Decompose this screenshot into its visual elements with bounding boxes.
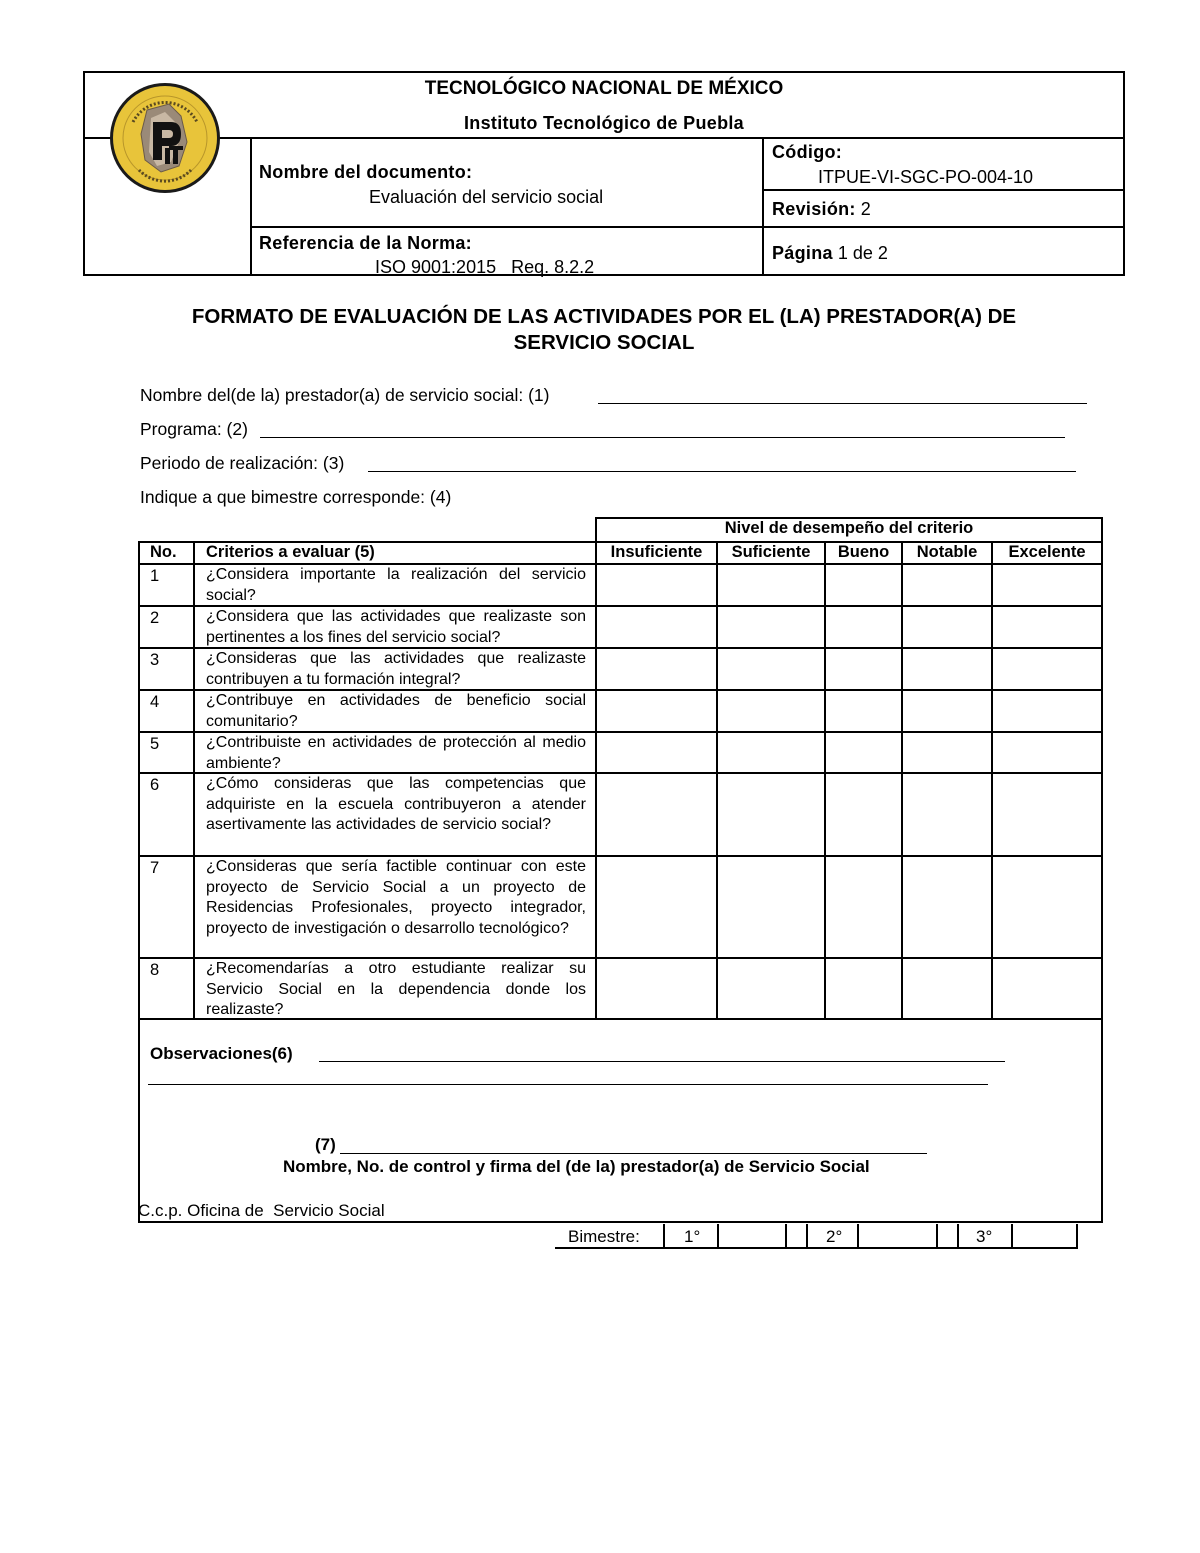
signature-number: (7) <box>315 1135 336 1154</box>
level-insuficiente: Insuficiente <box>610 543 703 561</box>
document-header <box>83 71 1125 276</box>
revision: Revisión: 2 <box>772 199 871 219</box>
row-number: 3 <box>150 651 160 669</box>
provider-name-label: Nombre del(de la) prestador(a) de servicio social: (1) <box>140 385 550 405</box>
signature-line[interactable] <box>340 1153 927 1154</box>
criterion-text: ¿Contribuye en actividades de beneficio social comunitario? <box>206 692 586 730</box>
criterion-text: ¿Considera importante la realización del servicio social? <box>206 566 586 604</box>
doc-name-label: Nombre del documento: <box>259 162 473 182</box>
level-notable: Notable <box>916 543 978 561</box>
form-title-line1: FORMATO DE EVALUACIÓN DE LAS ACTIVIDADES POR EL (LA) PRESTADOR(A) DE <box>191 305 1017 328</box>
criterion-text: ¿Consideras que las actividades que realizaste contribuyen a tu formación integral? <box>206 650 586 688</box>
period-label: Periodo de realización: (3) <box>140 453 345 473</box>
level-bueno: Bueno <box>837 543 890 561</box>
bimestre-label: Bimestre: <box>568 1227 640 1246</box>
code-value: ITPUE-VI-SGC-PO-004-10 <box>818 167 1034 187</box>
signature-caption: Nombre, No. de control y firma del (de la) prestador(a) de Servicio Social <box>283 1157 870 1176</box>
column-no: No. <box>150 543 177 561</box>
norm-value: ISO 9001:2015 Req. 8.2.2 <box>375 257 595 277</box>
criterion-text: ¿Contribuiste en actividades de protección al medio ambiente? <box>206 734 586 772</box>
observations-line-2[interactable] <box>148 1084 988 1085</box>
provider-name-line[interactable] <box>598 403 1087 404</box>
row-number: 4 <box>150 693 160 711</box>
norm-label: Referencia de la Norma: <box>259 233 472 253</box>
criterion-text: ¿Recomendarías a otro estudiante realizar su Servicio Social en la dependencia donde los realizaste? <box>206 960 586 1018</box>
row-number: 1 <box>150 567 160 585</box>
bimestre-1-label: 1° <box>684 1227 701 1246</box>
level-excelente: Excelente <box>1008 543 1086 561</box>
header-title-band <box>85 73 1123 139</box>
bimestre-2-box[interactable] <box>936 1224 938 1248</box>
bimestre-3-box[interactable] <box>1076 1224 1078 1248</box>
program-line[interactable] <box>260 437 1065 438</box>
bimestre-3-label: 3° <box>976 1227 993 1246</box>
observations-label: Observaciones(6) <box>150 1044 293 1063</box>
institute-logo <box>109 82 221 194</box>
code-label: Código: <box>772 142 843 162</box>
row-number: 6 <box>150 776 160 794</box>
program-label: Programa: (2) <box>140 419 248 439</box>
institution-name: TECNOLÓGICO NACIONAL DE MÉXICO <box>424 78 784 99</box>
bimester-question: Indique a que bimestre corresponde: (4) <box>140 487 452 507</box>
bimestre-2-label: 2° <box>826 1227 843 1246</box>
evaluation-table <box>138 517 1103 1223</box>
period-line[interactable] <box>368 471 1076 472</box>
criterion-text: ¿Considera que las actividades que realizaste son pertinentes a los fines del servicio social? <box>206 608 586 646</box>
row-number: 2 <box>150 609 160 627</box>
column-criteria: Criterios a evaluar (5) <box>206 543 375 561</box>
row-number: 7 <box>150 859 160 877</box>
bimestre-1-box[interactable] <box>785 1224 787 1248</box>
page-number: Página 1 de 2 <box>772 243 888 263</box>
campus-name: Instituto Tecnológico de Puebla <box>464 113 744 133</box>
level-suficiente: Suficiente <box>731 543 811 561</box>
ccp-note: C.c.p. Oficina de Servicio Social <box>138 1201 385 1220</box>
row-number: 5 <box>150 735 160 753</box>
criterion-text: ¿Consideras que sería factible continuar con este proyecto de Servicio Social a un proyecto de Residencias Profesionales, proyecto integrador, proyecto de investigación o desarrollo tecnológico? <box>206 858 586 937</box>
observations-line-1[interactable] <box>319 1061 1005 1062</box>
criterion-text: ¿Cómo consideras que las competencias que adquiriste en la escuela contribuyeron a atender asertivamente las actividades de servicio social? <box>206 775 586 833</box>
row-number: 8 <box>150 961 160 979</box>
doc-name-value: Evaluación del servicio social <box>369 187 604 207</box>
form-title-line2: SERVICIO SOCIAL <box>513 331 695 354</box>
performance-level-header: Nivel de desempeño del criterio <box>724 519 974 537</box>
